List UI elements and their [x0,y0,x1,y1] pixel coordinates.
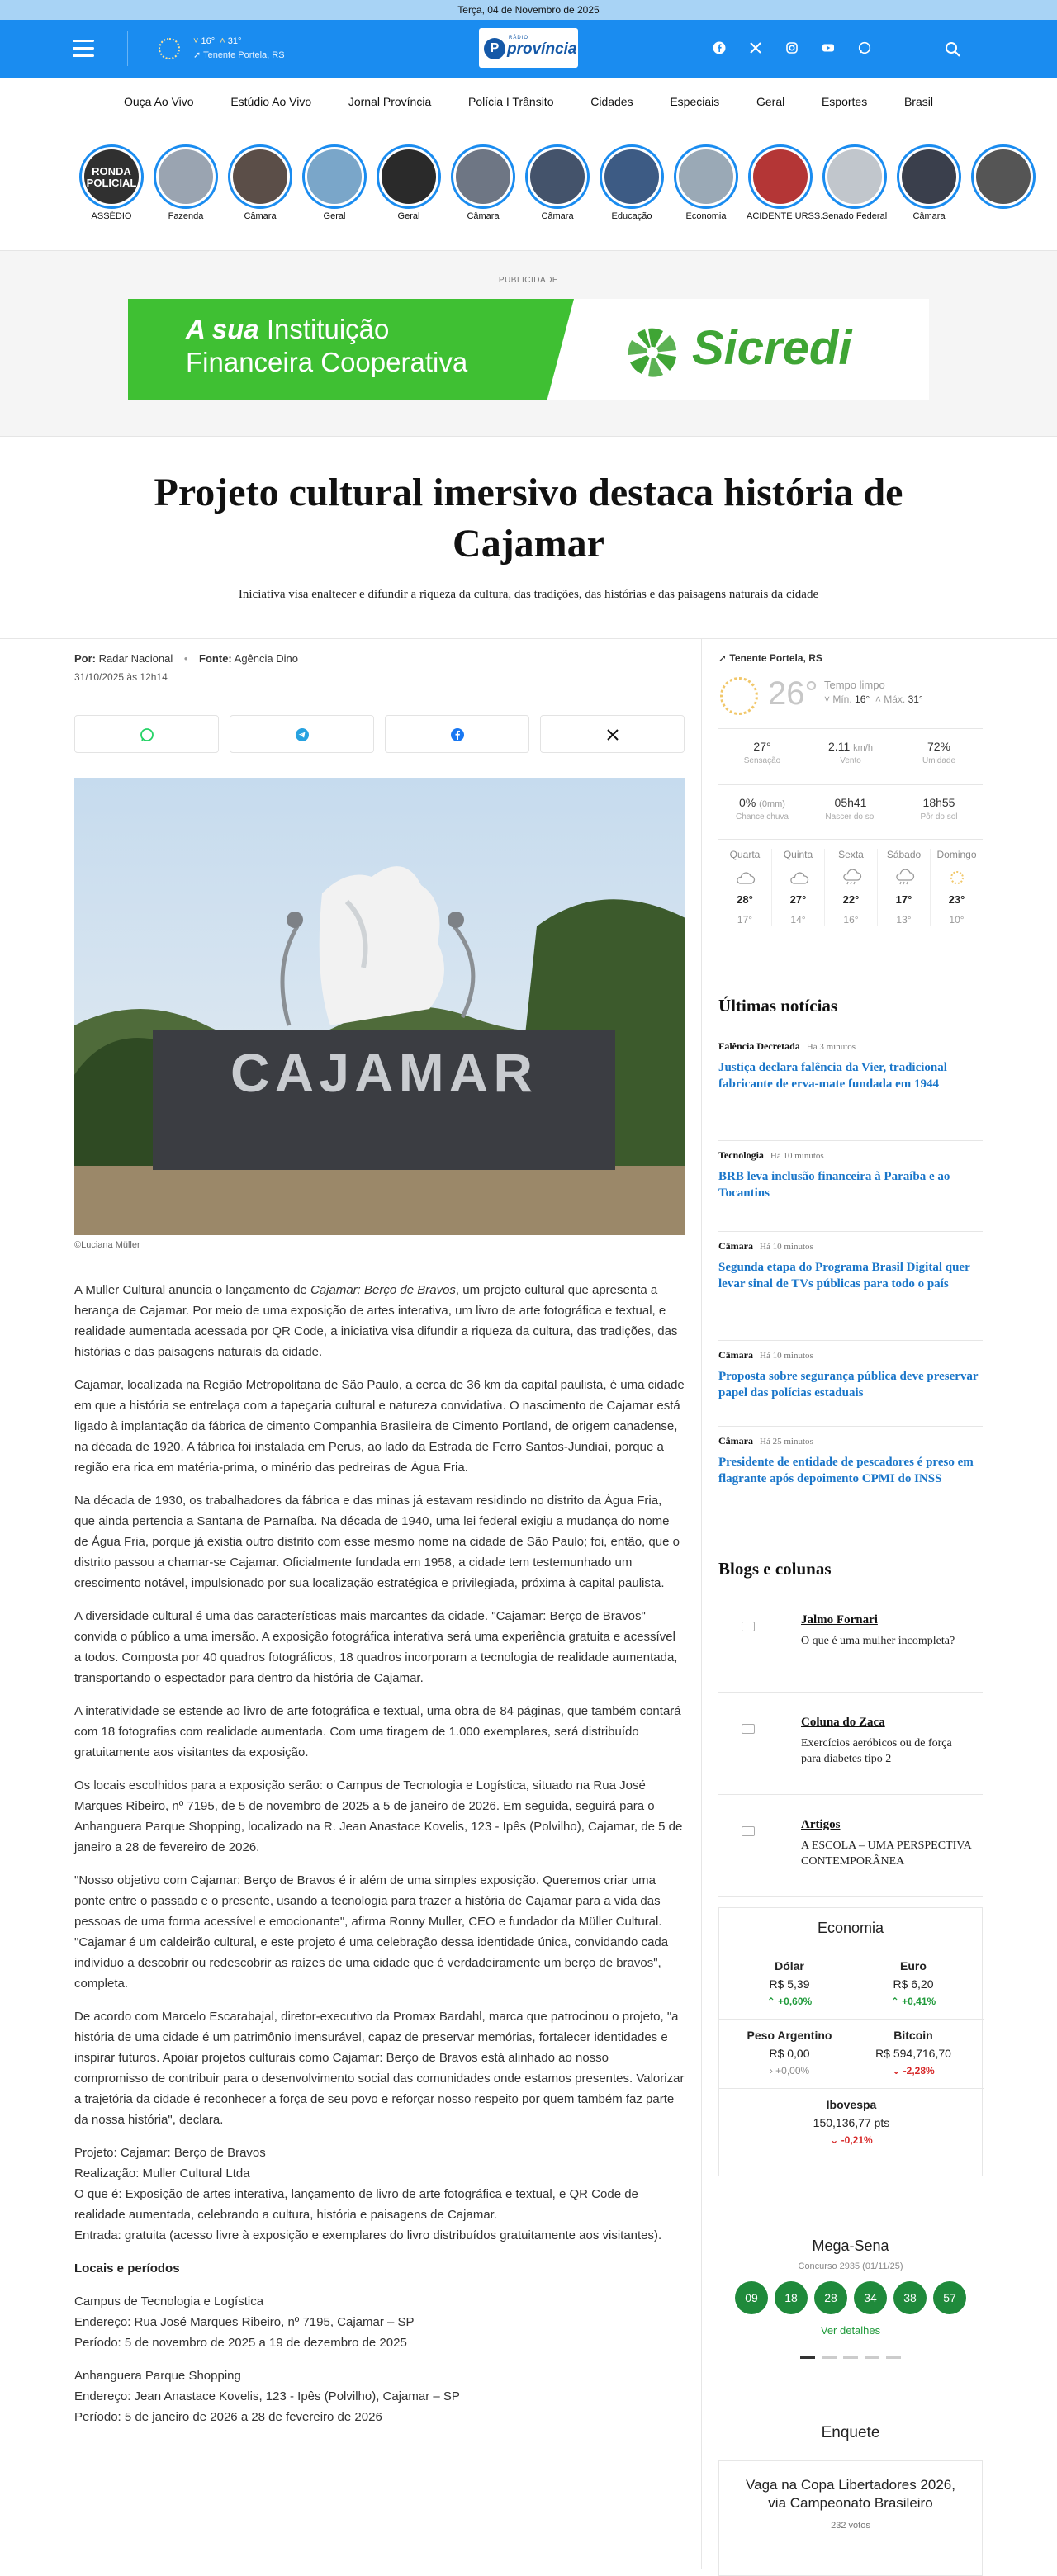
story-item[interactable] [821,144,889,221]
story-thumbnail [382,149,436,204]
blog-author[interactable]: Coluna do Zaca [801,1716,885,1729]
paragraph [74,1280,685,1362]
stat-sunrise: 05h41 Nascer do sol [825,796,876,822]
currency-price: R$ 5,39 [769,1977,810,1991]
weather-now [718,675,983,725]
forecast-min: 17° [737,914,753,926]
story-ring [154,144,218,209]
nav-item[interactable]: Geral [756,94,785,108]
by-label: Por: [74,652,96,665]
currency-price: R$ 6,20 [893,1977,934,1991]
lottery-number: 28 [814,2281,847,2314]
cloud-icon [788,870,809,885]
sicredi-logo-icon [623,324,681,381]
forecast-max: 28° [737,893,753,906]
location-name: Campus de Tecnologia e Logística [74,2294,264,2308]
story-item[interactable] [598,144,666,221]
article [74,652,685,2424]
poll-votes: 232 votos [831,2521,870,2531]
story-ring [748,144,813,209]
news-time: Há 10 minutos [760,1351,813,1361]
story-thumbnail [753,149,808,204]
nav-item[interactable]: Especiais [670,94,720,108]
blog-title[interactable]: O que é uma mulher incompleta? [801,1635,955,1647]
story-thumbnail [604,149,659,204]
news-headline[interactable]: Segunda etapa do Programa Brasil Digital quer levar sinal de TVs públicas para todo o país [718,1261,970,1290]
news-headline[interactable]: Presidente de entidade de pescadores é preso em flagrante após depoimento CPMI do INSS [718,1456,974,1485]
lottery-number: 38 [893,2281,927,2314]
text: A Muller Cultural anuncia o lançamento de [74,1283,310,1297]
news-item[interactable] [718,1435,983,1537]
x-icon[interactable] [748,41,763,56]
cajamar-monument-image [74,778,685,1235]
stat-humidity: 72% Umidade [922,740,956,765]
photo-sign-text: CAJAMAR [230,1042,538,1103]
nav-item[interactable]: Polícia I Trânsito [467,94,554,108]
divider [718,839,983,840]
news-time: Há 3 minutos [806,1042,856,1052]
news-category: Câmara Há 10 minutos [718,1349,813,1361]
blog-author[interactable]: Artigos [801,1818,841,1831]
header-temp-min: 16° [201,36,216,46]
story-item[interactable] [747,144,828,221]
story-ring [897,144,961,209]
currency-name: Peso Argentino [747,2029,832,2042]
location-address: Endereço: Rua José Marques Ribeiro, nº 7195, Cajamar – SP [74,2315,415,2329]
location-block [74,2291,685,2353]
economy-heading: Economia [817,1920,884,1936]
image-placeholder-icon [742,1826,755,1836]
news-category: Câmara Há 25 minutos [718,1435,813,1447]
story-ring [79,144,144,209]
weather-minmax: ˅ Mín. 16° ˄ Máx. 31° [824,694,923,705]
mega-heading: Mega-Sena [812,2237,889,2254]
story-item[interactable] [152,144,220,221]
lottery-number: 18 [775,2281,808,2314]
story-thumbnail [233,149,287,204]
logo-small-text: RÁDIO [509,36,529,40]
story-ring [228,144,292,209]
lottery-number: 34 [854,2281,887,2314]
blog-title[interactable]: Exercícios aeróbicos ou de força para diabetes tipo 2 [801,1737,952,1765]
sun-icon [720,677,758,715]
blog-item[interactable] [718,1593,983,1693]
instagram-icon[interactable] [784,41,799,56]
stat-rain-chance: 0% (0mm) Chance chuva [736,796,789,822]
story-ring [674,144,738,209]
location-name: Anhanguera Parque Shopping [74,2369,241,2383]
story-thumbnail [307,149,362,204]
menu-icon[interactable] [73,40,94,58]
story-label: ACIDENTE URSS... [747,211,828,221]
story-item[interactable] [969,144,1037,211]
carousel-dots[interactable] [718,2348,983,2363]
currency-price: R$ 0,00 [769,2047,810,2060]
news-headline[interactable]: Justiça declara falência da Vier, tradicional fabricante de erva-mate fundada em 1944 [718,1061,947,1091]
story-thumbnail [976,149,1031,204]
facebook-icon [450,727,465,742]
currency-name: Dólar [775,1959,804,1972]
forecast-min: 16° [843,914,859,926]
story-label: Câmara [912,211,946,221]
story-ring [451,144,515,209]
blog-item[interactable] [718,1696,983,1795]
nav-item[interactable]: Brasil [903,94,933,108]
poll-heading: Enquete [821,2424,880,2441]
publish-date: 31/10/2025 às 12h14 [74,671,168,683]
article-photo [74,778,685,1235]
fact-line: Entrada: gratuita (acesso livre à exposição e exemplares do livro distribuídos gratuitamente aos visitantes). [74,2228,662,2242]
paragraph: Os locais escolhidos para a exposição serão: o Campus de Tecnologia e Logística, situado na Rua José Marques Ribeiro, nº 7195, de 5 de novembro de 2025 a 5 de janeiro de 2026. Em seguida, seguirá para o Anhanguera Parque Shopping, localizado na R. Jean Anastace Kovelis, 123 - Ipês (Polvilho), Cajamar, de 5 de janeiro a 28 de fevereiro de 2026. [74,1778,683,1854]
story-ring [525,144,590,209]
location-period: Período: 5 de novembro de 2025 a 19 de dezembro de 2025 [74,2336,407,2350]
story-label: Câmara [467,211,500,221]
sidebar [718,652,983,2531]
location-text: Tenente Portela, RS [203,50,285,60]
mega-numbers [718,2281,983,2314]
forecast-day-name: Sábado [886,849,922,860]
story-label: Geral [323,211,346,221]
story-ring [302,144,367,209]
story-label: Fazenda [168,211,204,221]
economy-item [851,2029,975,2076]
forecast-max: 27° [789,893,807,906]
news-category: Câmara Há 10 minutos [718,1240,813,1252]
byline [74,652,685,665]
author-name[interactable]: Radar Nacional [98,652,173,665]
x-icon [605,727,620,742]
story-overlay-text: RONDA POLICIAL [86,165,137,189]
weather-forecast [718,849,983,948]
story-item[interactable] [672,144,740,221]
source-name: Agência Dino [234,652,298,665]
story-ring [822,144,887,209]
share-x-button[interactable] [540,715,685,753]
forecast-day [877,849,930,926]
fact-line: O que é: Exposição de artes interativa, lançamento de livro de arte fotográfica e textual, e QR Code de realidade aumentada, celebrando a cultura, história e paisagens de Cajamar. [74,2187,638,2222]
nav-item[interactable]: Jornal Província [348,94,432,108]
weather-desc: Tempo limpo [824,679,885,691]
story-item[interactable] [524,144,591,221]
ad-line1-rest: Instituição [266,314,390,344]
stat-wind: 2.11 km/h Vento [828,740,873,765]
news-item[interactable] [718,1040,983,1141]
story-thumbnail [159,149,213,204]
forecast-max: 23° [948,893,965,906]
main-nav [0,78,1057,125]
latest-news-heading: Últimas notícias [718,996,838,1016]
nav-item[interactable]: Cidades [590,94,633,108]
site-header [0,20,1057,78]
forecast-max: 22° [842,893,860,906]
currency-name: Ibovespa [826,2098,877,2111]
current-temp: 26° [768,675,818,712]
location-address: Endereço: Jean Anastace Kovelis, 123 - Ipês (Polvilho), Cajamar – SP [74,2389,460,2403]
min-temp: 16° [855,694,870,705]
forecast-day [771,849,824,926]
logo-mark: P [484,38,505,59]
news-time: Há 10 minutos [770,1151,824,1161]
story-thumbnail [679,149,733,204]
weather-stats-row-2 [718,788,983,842]
story-item[interactable] [226,144,294,221]
article-body [74,1280,685,2440]
sun-icon [159,38,180,59]
logo-name: província [507,40,577,58]
story-thumbnail [84,149,139,204]
title-divider [0,638,1057,639]
location-block [74,2365,685,2427]
story-label: Câmara [541,211,574,221]
weather-location-text: Tenente Portela, RS [729,652,822,664]
cloud-icon [734,870,756,885]
text: , um projeto cultural que apresenta a herança de Cajamar. Por meio de uma exposição de artes interativa, um livro de arte fotográfica e textual, e realidade aumentada acessada por QR Code, a iniciativa visa difundir a riqueza da cultura, das tradições, das histórias e das paisagens naturais da cidade. [74,1283,678,1359]
forecast-day [718,849,771,926]
story-ring [377,144,441,209]
paragraph: A interatividade se estende ao livro de arte fotográfica e textual, uma obra de 84 páginas, que também contará com 18 fotografias com realidade aumentada. Com uma tiragem de 1.000 exemplares, será distribuído gratuitamente aos visitantes da exposição. [74,1704,681,1759]
header-divider [127,31,128,66]
max-label: Máx. [884,694,906,705]
ad-emphasis: A sua [186,314,259,344]
ad-headline-1 [186,314,389,345]
stories-carousel [74,144,983,235]
header-temp-max: 31° [227,36,242,46]
search-icon[interactable] [945,41,961,58]
story-item[interactable] [301,144,368,221]
currency-price: R$ 594,716,70 [875,2047,951,2060]
nav-item[interactable]: Estúdio Ao Vivo [230,94,312,108]
weather-stats-row-1 [718,732,983,786]
divider [719,2019,984,2020]
story-item[interactable] [895,144,963,221]
paragraph: A diversidade cultural é uma das características mais marcantes da cidade. "Cajamar: Berço de Bravos" convida o público a uma imersão. A exposição fotográfica interativa será uma experiência gratuita e acessível a todos. Composta por 40 quadros fotográficos, 18 quadros incorporam a tecnologia de realidade aumentada, transportando o espectador para dentro da história de Cajamar. [74,1609,678,1685]
mega-contest: Concurso 2935 (01/11/25) [798,2261,903,2271]
ad-section [0,250,1057,437]
divider [718,728,983,729]
currency-change: ⌃ +0,60% [766,1996,813,2007]
locations-heading: Locais e períodos [74,2261,180,2275]
paragraph: Cajamar, localizada na Região Metropolitana de São Paulo, a cerca de 36 km da capital paulista, é uma cidade em que a história se entrelaça com a tapeçaria cultural e natureza convidativa. O nascimento de Cajamar está ligado à implantação da fábrica de cimento Companhia Brasileira de Cimento Portland, de origem canadense, na década de 1920. A fábrica foi instalada em Perus, ao lado da Estrada de Ferro Santos-Jundiaí, porque a região era rica em matéria-prima, o minério das pedreiras de Água Fria. [74,1378,685,1475]
emphasis: Cajamar: Berço de Bravos [310,1283,456,1297]
currency-change: ⌄ -2,28% [892,2065,935,2076]
ad-brand: Sicredi [692,321,852,375]
byline-separator: • [183,652,188,665]
story-ring [971,144,1036,209]
news-time: Há 10 minutos [760,1242,813,1252]
currency-price: 150,136,77 pts [813,2116,890,2129]
facebook-icon[interactable] [712,41,727,56]
divider [719,2088,984,2089]
forecast-day-name: Domingo [936,849,977,860]
sun-icon [946,870,968,885]
max-temp: 31° [908,694,923,705]
forecast-max: 17° [895,893,912,906]
facts-block [74,2143,685,2246]
story-label: Educação [611,211,652,221]
economy-item [789,2098,913,2146]
blog-item[interactable] [718,1798,983,1897]
image-placeholder-icon [742,1622,755,1631]
forecast-day [824,849,877,926]
forecast-min: 13° [896,914,912,926]
rain-icon [893,870,915,885]
weather-location: ➚ Tenente Portela, RS [718,652,822,664]
min-label: Mín. [832,694,852,705]
whatsapp-icon[interactable] [857,41,872,56]
economy-item [728,2029,851,2076]
share-facebook-button[interactable] [385,715,529,753]
poll-widget[interactable] [718,2460,983,2576]
mega-details-link[interactable]: Ver detalhes [820,2324,881,2337]
forecast-min: 14° [790,914,806,926]
forecast-day-name: Quinta [783,849,813,860]
story-thumbnail [530,149,585,204]
economy-widget [718,1907,983,2176]
currency-name: Bitcoin [893,2029,933,2042]
telegram-icon [295,727,310,742]
forecast-min: 10° [949,914,965,926]
share-telegram-button[interactable] [230,715,374,753]
news-item[interactable] [718,1349,983,1427]
story-item[interactable] [449,144,517,221]
poll-question: Vaga na Copa Libertadores 2026, via Campeonato Brasileiro [746,2477,955,2511]
news-category: Falência Decretada Há 3 minutos [718,1040,856,1052]
article-subtitle: Iniciativa visa enaltecer e difundir a riqueza da cultura, das tradições, das histórias e das paisagens naturais da cidade [238,588,819,601]
news-headline[interactable]: BRB leva inclusão financeira à Paraíba e ao Tocantins [718,1170,950,1200]
source-label: Fonte: [199,652,232,665]
forecast-day-name: Quarta [729,849,761,860]
fact-line: Realização: Muller Cultural Ltda [74,2166,250,2181]
economy-item [851,1959,975,2007]
lottery-number: 09 [735,2281,768,2314]
forecast-day-name: Sexta [838,849,864,860]
mega-sena-widget [718,2237,983,2363]
stat-sunset: 18h55 Pôr do sol [920,796,958,822]
story-label: Senado Federal [822,211,888,221]
paragraph: De acordo com Marcelo Escarabajal, diretor-executivo da Promax Bardahl, marca que patrocinou o projeto, "a história de uma cidade é um patrimônio imensurável, capaz de preservar memórias, fortalecer identidades e inspirar futuros. Apoiar projetos culturais como Cajamar: Berço de Bravos está alinhado ao nosso compromisso de contribuir para o desenvolvimento social das comunidades onde estamos presentes. Valorizar a trajetória da cidade é reconhecer a força de seu povo e reforçar nosso respeito por quem também faz parte da nossa história", declara. [74,2010,685,2127]
news-item[interactable] [718,1240,983,1341]
divider [718,784,983,785]
fact-line: Projeto: Cajamar: Berço de Bravos [74,2146,266,2160]
column-divider [701,639,702,2569]
news-headline[interactable]: Proposta sobre segurança pública deve preservar papel das polícias estaduais [718,1370,979,1399]
blogs-heading: Blogs e colunas [718,1559,832,1579]
news-category: Tecnologia Há 10 minutos [718,1149,824,1161]
photo-caption: ©Luciana Müller [74,1240,140,1250]
currency-name: Euro [900,1959,927,1972]
story-label: ASSÉDIO [91,211,132,221]
stat-feels-like: 27° Sensação [743,740,781,765]
whatsapp-icon [140,727,154,742]
header-weather-location: ➚ Tenente Portela, RS [193,50,285,60]
economy-item [728,1959,851,2007]
location-period: Período: 5 de janeiro de 2026 a 28 de fevereiro de 2026 [74,2410,382,2424]
news-time: Há 25 minutos [760,1437,813,1447]
site-logo[interactable] [479,28,578,68]
story-thumbnail [827,149,882,204]
nav-item[interactable]: Esportes [821,94,868,108]
date-bar: Terça, 04 de Novembro de 2025 [0,0,1057,20]
paragraph: Na década de 1930, os trabalhadores da fábrica e das minas já estavam residindo no distrito da Água Fria, que ainda pertencia a Santana de Parnaíba. Na década de 1940, uma lei federal exigiu a mudança do nome de Água Fria, porque já existia outro distrito com esse mesmo nome na cidade de São Paulo; foi, então, que o distrito passou a chamar-se Cajamar. Oficialmente fundada em 1958, a cidade tem testemunhado um crescimento notável, impulsionado por sua localização estratégica e privilegiada, próxima à capital paulista. [74,1494,680,1590]
forecast-day [930,849,983,926]
story-thumbnail [456,149,510,204]
image-placeholder-icon [742,1724,755,1734]
story-label: Câmara [244,211,277,221]
nav-list [74,78,983,125]
currency-change: ⌄ -0,21% [830,2134,873,2146]
article-title: Projeto cultural imersivo destaca história de Cajamar [154,471,903,566]
paragraph: "Nosso objetivo com Cajamar: Berço de Bravos é ir além de uma simples exposição. Queremos criar uma ponte entre o passado e o presente, usando a tecnologia para trazer a história de Cajamar para a vida das pessoas de uma forma acessível e emocionante", afirma Ronny Muller, CEO e fundador da Müller Cultural. "Cajamar é um caldeirão cultural, e este projeto é uma celebração dessa identidade única, convidando cada indivíduo a descobrir ou redescobrir as raízes de uma cidade que é verdadeiramente um berço de bravos", completa. [74,1873,669,1991]
currency-change: › +0,00% [769,2065,810,2076]
story-thumbnail [902,149,956,204]
ad-label: PUBLICIDADE [498,276,559,285]
ad-banner[interactable] [128,299,929,400]
story-label: Economia [685,211,727,221]
story-item[interactable] [375,144,443,221]
news-item[interactable] [718,1149,983,1232]
ad-headline-2: Financeira Cooperativa [186,347,468,377]
blog-title[interactable]: A ESCOLA – UMA PERSPECTIVA CONTEMPORÂNEA [801,1840,971,1868]
currency-change: ⌃ +0,41% [890,1996,936,2007]
blog-author[interactable]: Jalmo Fornari [801,1613,878,1627]
share-whatsapp-button[interactable] [74,715,219,753]
story-label: Geral [397,211,420,221]
rain-icon [841,870,862,885]
youtube-icon[interactable] [821,41,836,56]
story-item[interactable] [78,144,145,221]
story-ring [600,144,664,209]
header-temps: ˅ 16° ˄ 31° [193,36,242,46]
lottery-number: 57 [933,2281,966,2314]
nav-item[interactable]: Ouça Ao Vivo [124,94,194,108]
